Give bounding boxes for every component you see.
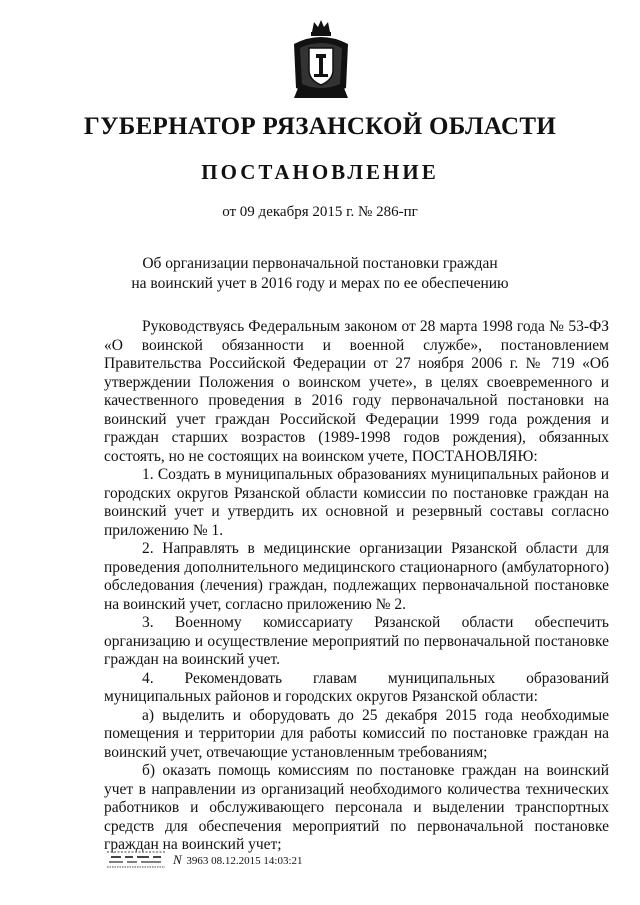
resolution-item-4a: а) выделить и оборудовать до 25 декабря 2015 года необходимые помещения и территории для работы комиссий по постановке граждан на воинский учет, отвечающие установленным требованиям; bbox=[104, 706, 609, 761]
registration-text: 3963 08.12.2015 14:03:21 bbox=[186, 855, 303, 867]
registration-number bbox=[173, 852, 303, 868]
registration-footer bbox=[105, 848, 465, 878]
document-subject bbox=[0, 254, 640, 293]
resolution-item-4b: б) оказать помощь комиссиям по постановке граждан на воинский учет в направлении из организаций необходимого количества технических работников и обслуживающего персонала и выделении транспортных средств для обеспечения мероприятий по первоначальной постановке граждан на воинский учет; bbox=[104, 762, 609, 853]
preamble-paragraph: Руководствуясь Федеральным законом от 28 марта 1998 года № 53-ФЗ «О воинской обязанности и военной службе», постановлением Правительства Российской Федерации от 27 ноября 2006 г. № 719 «Об утверждении Положения о воинском учете», в целях своевременного и качественного проведения в 2016 году первоначальной постановки на воинский учет граждан Российской Федерации 1999 года рождения и граждан старших возрастов (1989-1998 годов рождения), обязанных состоять, но не состоящих на воинском учете, ПОСТАНОВЛЯЮ: bbox=[104, 318, 609, 465]
document-date-number: от 09 декабря 2015 г. № 286-пг bbox=[222, 204, 418, 220]
registration-mark: N bbox=[173, 852, 182, 867]
subject-line: Об организации первоначальной постановки граждан bbox=[142, 255, 498, 272]
subject-line: на воинский учет в 2016 году и мерах по ее обеспечению bbox=[131, 274, 509, 292]
registration-stamp-icon bbox=[105, 848, 167, 872]
document-type: ПОСТАНОВЛЕНИЕ bbox=[201, 160, 439, 184]
resolution-item-1: 1. Создать в муниципальных образованиях муниципальных районов и городских округов Рязанской области комиссии по постановке граждан на воинский учет и утвердить их основной и резервный составы согласно приложению № 1. bbox=[104, 466, 609, 539]
resolution-item-4: 4. Рекомендовать главам муниципальных образований муниципальных районов и городских округов Рязанской области: bbox=[104, 669, 609, 705]
issuing-authority: ГУБЕРНАТОР РЯЗАНСКОЙ ОБЛАСТИ bbox=[83, 113, 557, 140]
coat-of-arms-icon bbox=[290, 18, 352, 100]
document-body bbox=[104, 318, 609, 855]
resolution-item-3: 3. Военному комиссариату Рязанской области обеспечить организацию и осуществление мероприятий по первоначальной постановке граждан на воинский учет. bbox=[104, 614, 609, 668]
resolution-item-2: 2. Направлять в медицинские организации Рязанской области для проведения дополнительного медицинского стационарного (амбулаторного) обследования (лечения) граждан, подлежащих первоначальной постановке на воинский учет, согласно приложению № 2. bbox=[104, 540, 609, 613]
